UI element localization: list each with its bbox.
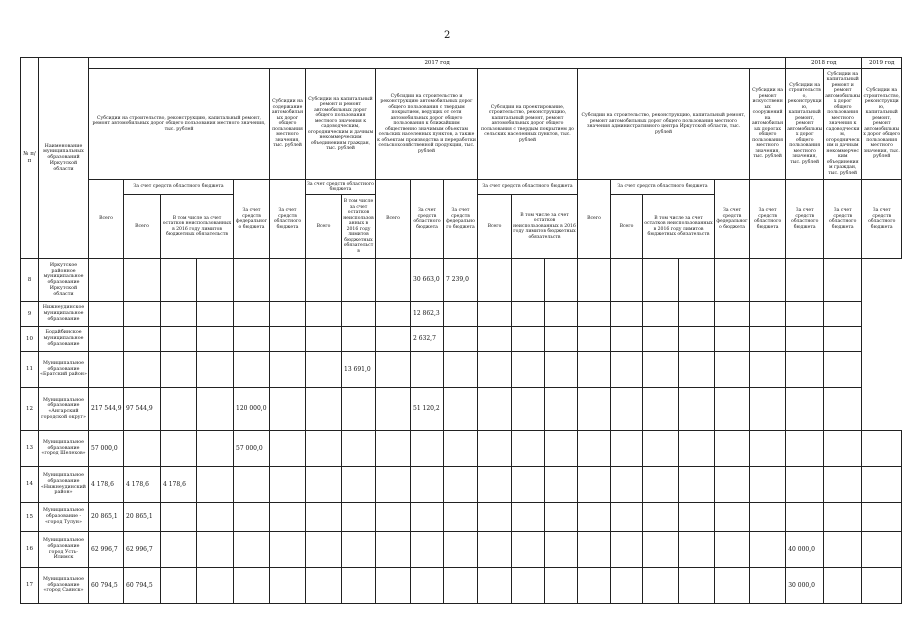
cell-value: 217 544,9 [89, 388, 124, 431]
cell-value: 62 996,7 [89, 532, 124, 568]
cell-value: 20 865,1 [124, 503, 161, 532]
table-row [21, 568, 902, 604]
header-regional: За счет средств областного бюджета [786, 180, 824, 259]
cell-value: 57 000,0 [89, 431, 124, 467]
header-group-10: Субсидии на строительство, реконструкцию, капитальный ремонт, ремонт автомобильных дорог общего пользования местного значения, тыс. рублей [862, 69, 902, 180]
header-group-7: Субсидии на ремонт искусственных сооружений на автомобильных дорогах общего пользования местного значения, тыс. рублей [750, 69, 786, 180]
row-name: Бодайбинское муниципальное образование [39, 327, 89, 352]
header-regional: За счет средств областного бюджета [124, 180, 234, 195]
row-number: 12 [21, 388, 39, 431]
row-number: 10 [21, 327, 39, 352]
header-regional: За счет средств областного бюджета [750, 180, 786, 259]
table-row [21, 388, 902, 431]
header-group-6: Субсидии на строительство, реконструкцию, капитальный ремонт, ремонт автомобильных дорог общего пользования местного значения административного центра Иркутской области, тыс. рублей [578, 69, 750, 180]
cell-value: 12 862,3 [411, 302, 444, 327]
header-including: В том числе за счет остатков неиспользованных в 2016 году лимитов бюджетных обязательств [342, 195, 376, 259]
header-total: Всего [611, 195, 643, 259]
cell-value: 40 000,0 [786, 532, 824, 568]
header-name: Наименование муниципальных образований Иркутской области [39, 58, 89, 259]
header-regional: За счет средств областного бюджета [862, 180, 902, 259]
row-name: Муниципальное образование город Усть-Илимск [39, 532, 89, 568]
cell-value: 60 794,5 [89, 568, 124, 604]
subsidies-table [20, 57, 902, 604]
header-total: Всего [478, 195, 512, 259]
cell-value: 30 000,0 [786, 568, 824, 604]
row-name: Муниципальное образование «Братский район» [39, 352, 89, 388]
header-year-2017: 2017 год [89, 58, 786, 69]
row-number: 9 [21, 302, 39, 327]
row-name: Муниципальное образование «город Саянск» [39, 568, 89, 604]
cell-value: 20 865,1 [89, 503, 124, 532]
header-federal: За счет средств федерального бюджета [234, 180, 270, 259]
header-regional: За счет средств областного бюджета [611, 180, 715, 195]
header-including: В том числе за счет остатков неиспользованных в 2016 году лимитов бюджетных обязательств [512, 195, 578, 259]
table-row [21, 467, 902, 503]
header-regional: За счет средств областного бюджета [270, 180, 306, 259]
row-number: 13 [21, 431, 39, 467]
row-number: 16 [21, 532, 39, 568]
row-name: Муниципальное образование «Ангарский городской округ» [39, 388, 89, 431]
header-federal: За счет средств федерального бюджета [444, 180, 478, 259]
cell-value: 60 794,5 [124, 568, 161, 604]
cell-value: 51 120,2 [411, 388, 444, 431]
header-regional: За счет средств областного бюджета [824, 180, 862, 259]
table-row [21, 302, 902, 327]
header-total: Всего [89, 180, 124, 259]
header-year-2019: 2019 год [862, 58, 902, 69]
cell-value: 62 996,7 [124, 532, 161, 568]
row-name: Муниципальное образование «город Шелехов» [39, 431, 89, 467]
row-name: Иркутское районное муниципальное образование Иркутской области [39, 259, 89, 302]
page-number: 2 [444, 30, 451, 41]
header-group-8: Субсидии на строительство, реконструкцию, капитальный ремонт, ремонт автомобильных дорог общего пользования местного значения, тыс. рублей [786, 69, 824, 180]
header-group-1: Субсидии на строительство, реконструкцию, капитальный ремонт, ремонт автомобильных дорог общего пользования местного значения, тыс. рублей [89, 69, 270, 180]
row-name: Муниципальное образование «Нижнеудинский район» [39, 467, 89, 503]
cell-value: 7 239,0 [444, 259, 478, 302]
table-row [21, 431, 902, 467]
cell-value: 13 691,0 [342, 352, 376, 388]
cell-value: 57 000,0 [234, 431, 270, 467]
header-year-2018: 2018 год [786, 58, 862, 69]
row-number: 14 [21, 467, 39, 503]
cell-value: 4 178,6 [161, 467, 197, 503]
header-num: № п/п [21, 58, 39, 259]
row-number: 17 [21, 568, 39, 604]
table-row [21, 503, 902, 532]
table-row [21, 352, 902, 388]
cell-value: 120 000,0 [234, 388, 270, 431]
row-number: 15 [21, 503, 39, 532]
header-group-2: Субсидии на содержание автомобильных дорог общего пользования местного значения, тыс. рублей [270, 69, 306, 180]
header-regional: За счет средств областного бюджета [306, 180, 376, 195]
cell-value: 4 178,6 [124, 467, 161, 503]
row-name: Нижнеудинское муниципальное образование [39, 302, 89, 327]
header-including: В том числе за счет остатков неиспользованных в 2016 году лимитов бюджетных обязательств [643, 195, 715, 259]
row-number: 8 [21, 259, 39, 302]
header-including: В том числе за счет остатков неиспользованных в 2016 году лимитов бюджетных обязательств [161, 195, 234, 259]
header-group-4: Субсидии на строительство и реконструкцию автомобильных дорог общего пользования с твердым покрытием, ведущих от сети автомобильных дорог общего пользования к ближайшим общественно значимым объектам сельских населенных пунктов, а также к объектам производства и переработки сельскохозяйственной продукции, тыс. рублей [376, 69, 478, 180]
header-regional: За счет средств областного бюджета [478, 180, 578, 195]
cell-value: 97 544,9 [124, 388, 161, 431]
cell-value: 30 663,0 [411, 259, 444, 302]
header-group-5: Субсидии на проектирование, строительство, реконструкцию, капитальный ремонт, ремонт автомобильных дорог общего пользования с твердым покрытием до сельских населенных пунктов, тыс. рублей [478, 69, 578, 180]
header-total: Всего [124, 195, 161, 259]
header-group-3: Субсидии на капитальный ремонт и ремонт автомобильных дорог общего пользования местного значения к садоводческим, огородническим и дачным некоммерческим объединениям граждан, тыс. рублей [306, 69, 376, 180]
header-total: Всего [306, 195, 342, 259]
header-federal: За счет средств федерального бюджета [715, 180, 750, 259]
cell-value: 4 178,6 [89, 467, 124, 503]
header-group-9: Субсидии на капитальный ремонт и ремонт автомобильных дорог общего пользования местного значения к садоводческим, огородническим и дачным некоммерческим объединениям граждан, тыс. рублей [824, 69, 862, 180]
header-total: Всего [578, 180, 611, 259]
table-row [21, 532, 902, 568]
header-total: Всего [376, 180, 411, 259]
table-row [21, 327, 902, 352]
cell-value: 2 632,7 [411, 327, 444, 352]
row-number: 11 [21, 352, 39, 388]
row-name: Муниципальное образование - «город Тулун» [39, 503, 89, 532]
header-regional: За счет средств областного бюджета [411, 180, 444, 259]
table-row [21, 259, 902, 302]
